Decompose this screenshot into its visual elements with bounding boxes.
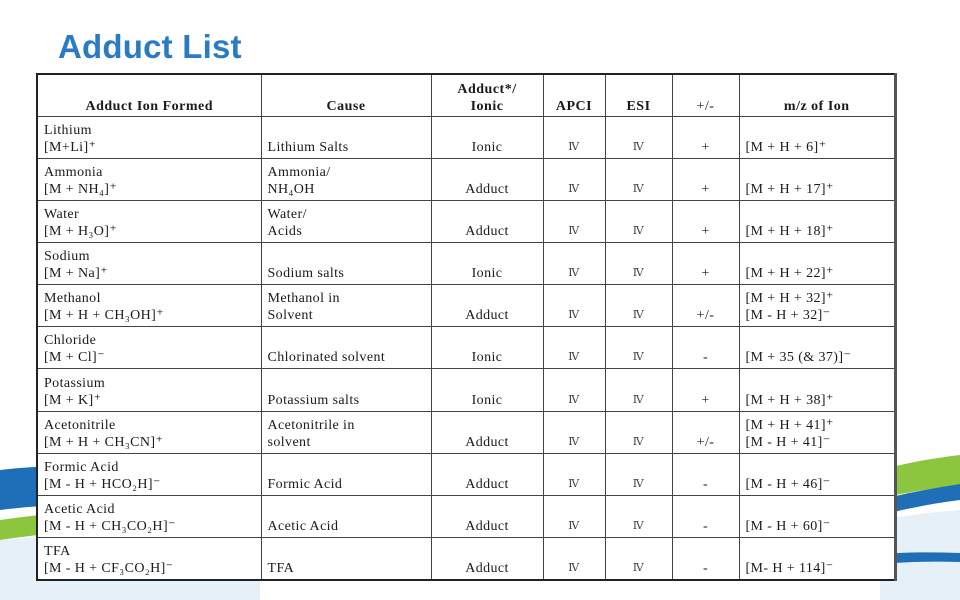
header-adduct-ion: Adduct Ion Formed (37, 74, 261, 117)
apci-check-icon: Ⅳ (568, 267, 580, 280)
cell-adduct-ion (37, 369, 261, 411)
cell-type: Adduct (431, 159, 543, 201)
adduct-formula: [M + H + CH₃OH]⁺ (44, 308, 165, 324)
adduct-name: Chloride (44, 333, 97, 349)
cell-apci (543, 369, 605, 411)
cell-esi (605, 117, 672, 159)
cell-cause (261, 117, 431, 159)
mz-line2: [M + 35 (& 37)]⁻ (745, 350, 852, 366)
header-cause: Cause (261, 74, 431, 117)
cause-line2: Chlorinated solvent (267, 350, 386, 366)
header-type-line2: Ionic (470, 99, 504, 114)
adduct-formula: [M + Cl]⁻ (44, 350, 105, 366)
table-row (37, 159, 895, 201)
table-header-row (37, 74, 895, 117)
cell-esi (605, 537, 672, 580)
mz-line2: [M - H + 60]⁻ (745, 518, 831, 534)
cause-line2: Potassium salts (267, 392, 360, 408)
adduct-formula: [M + K]⁺ (44, 392, 102, 408)
cell-adduct-ion (37, 495, 261, 537)
cell-esi (605, 201, 672, 243)
apci-check-icon: Ⅳ (568, 309, 580, 322)
cell-esi (605, 327, 672, 369)
adduct-formula: [M - H + HCO₂H]⁻ (44, 476, 161, 492)
header-type (431, 74, 543, 117)
cause-line2: Lithium Salts (267, 140, 349, 156)
table-row (37, 369, 895, 411)
cell-type: Adduct (431, 201, 543, 243)
adduct-table-container (36, 73, 894, 581)
esi-check-icon: Ⅳ (632, 183, 645, 196)
adduct-formula: [M - H + CH₃CO₂H]⁻ (44, 518, 176, 534)
cell-polarity: - (672, 453, 739, 495)
apci-check-icon: Ⅳ (568, 183, 580, 196)
adduct-name: Formic Acid (44, 459, 119, 475)
mz-line2: [M - H + 41]⁻ (745, 434, 831, 450)
adduct-name: Lithium (44, 123, 92, 139)
adduct-name: Methanol (44, 291, 101, 307)
esi-check-icon: Ⅳ (632, 141, 645, 154)
adduct-name: Water (44, 207, 80, 223)
cell-adduct-ion (37, 159, 261, 201)
header-polarity: +/- (672, 74, 739, 117)
adduct-formula: [M+Li]⁺ (44, 140, 97, 156)
cell-type: Ionic (431, 243, 543, 285)
cause-line1: Water/ (267, 207, 307, 223)
cell-apci (543, 453, 605, 495)
cell-cause (261, 411, 431, 453)
apci-check-icon: Ⅳ (568, 562, 580, 574)
cell-apci (543, 411, 605, 453)
cell-adduct-ion (37, 201, 261, 243)
cell-esi (605, 243, 672, 285)
cell-esi (605, 369, 672, 411)
cell-type: Ionic (431, 369, 543, 411)
adduct-name: Potassium (44, 375, 106, 391)
cell-apci (543, 159, 605, 201)
cause-line2: Acetic Acid (267, 518, 339, 534)
cell-adduct-ion (37, 411, 261, 453)
header-apci: APCI (543, 74, 605, 117)
cause-line1: Ammonia/ (267, 165, 331, 181)
cell-cause (261, 159, 431, 201)
cell-mz (739, 537, 895, 580)
cell-mz (739, 453, 895, 495)
mz-line2: [M + H + 22]⁺ (745, 266, 834, 282)
cause-line1: Acetonitrile in (267, 417, 355, 433)
table-row (37, 411, 895, 453)
cell-cause (261, 327, 431, 369)
esi-check-icon: Ⅳ (632, 225, 645, 238)
cause-line2: TFA (267, 561, 295, 576)
apci-check-icon: Ⅳ (568, 225, 580, 238)
cell-apci (543, 243, 605, 285)
mz-line2: [M - H + 46]⁻ (745, 476, 831, 492)
cell-type: Adduct (431, 285, 543, 327)
cell-polarity: - (672, 327, 739, 369)
cell-adduct-ion (37, 327, 261, 369)
table-right-border (894, 73, 897, 581)
table-row (37, 285, 895, 327)
table-row (37, 537, 895, 580)
adduct-name: Acetonitrile (44, 417, 116, 433)
cell-adduct-ion (37, 537, 261, 580)
cell-cause (261, 369, 431, 411)
cell-polarity: + (672, 117, 739, 159)
cell-esi (605, 159, 672, 201)
cell-esi (605, 495, 672, 537)
cause-line2: solvent (267, 434, 311, 450)
esi-check-icon: Ⅳ (632, 435, 645, 448)
cell-cause (261, 201, 431, 243)
cell-mz (739, 243, 895, 285)
adduct-name: Sodium (44, 249, 90, 265)
apci-check-icon: Ⅳ (568, 435, 580, 448)
cell-polarity: + (672, 159, 739, 201)
cell-polarity: - (672, 495, 739, 537)
cell-adduct-ion (37, 285, 261, 327)
cell-mz (739, 327, 895, 369)
cell-polarity: +/- (672, 411, 739, 453)
cell-cause (261, 243, 431, 285)
apci-check-icon: Ⅳ (568, 141, 580, 154)
cell-type: Adduct (431, 537, 543, 580)
cause-line2: Solvent (267, 308, 314, 324)
mz-line2: [M- H + 114]⁻ (745, 561, 834, 576)
apci-check-icon: Ⅳ (568, 477, 580, 490)
cell-type: Ionic (431, 327, 543, 369)
mz-line1: [M + H + 32]⁺ (745, 291, 834, 307)
cause-line1: Methanol in (267, 291, 340, 307)
adduct-name: Ammonia (44, 165, 103, 181)
cell-esi (605, 285, 672, 327)
cell-apci (543, 327, 605, 369)
table-row (37, 495, 895, 537)
esi-check-icon: Ⅳ (632, 309, 645, 322)
adduct-formula: [M + Na]⁺ (44, 266, 108, 282)
cell-esi (605, 453, 672, 495)
cause-line2: Sodium salts (267, 266, 345, 282)
table-row (37, 117, 895, 159)
apci-check-icon: Ⅳ (568, 351, 580, 364)
cell-cause (261, 453, 431, 495)
cell-adduct-ion (37, 117, 261, 159)
cause-line2: Formic Acid (267, 476, 343, 492)
adduct-formula: [M - H + CF₃CO₂H]⁻ (44, 561, 174, 576)
table-row (37, 243, 895, 285)
cell-apci (543, 201, 605, 243)
slide-title: Adduct List (58, 28, 242, 65)
mz-line2: [M + H + 38]⁺ (745, 392, 834, 408)
adduct-name: TFA (44, 544, 71, 559)
table-row (37, 453, 895, 495)
adduct-formula: [M + NH₄]⁺ (44, 182, 118, 198)
mz-line2: [M + H + 18]⁺ (745, 224, 834, 240)
cell-mz (739, 411, 895, 453)
mz-line2: [M - H + 32]⁻ (745, 308, 831, 324)
esi-check-icon: Ⅳ (632, 267, 645, 280)
cell-type: Adduct (431, 495, 543, 537)
header-type-line1: Adduct*/ (457, 82, 517, 97)
cell-apci (543, 117, 605, 159)
header-esi: ESI (605, 74, 672, 117)
cell-polarity: - (672, 537, 739, 580)
esi-check-icon: Ⅳ (632, 477, 645, 490)
cause-line2: Acids (267, 224, 303, 240)
cell-apci (543, 537, 605, 580)
cell-mz (739, 159, 895, 201)
adduct-name: Acetic Acid (44, 501, 115, 517)
cell-adduct-ion (37, 453, 261, 495)
cell-cause (261, 495, 431, 537)
table-row (37, 327, 895, 369)
esi-check-icon: Ⅳ (632, 351, 645, 364)
cause-line2: NH₄OH (267, 182, 315, 198)
cell-esi (605, 411, 672, 453)
cell-type: Adduct (431, 411, 543, 453)
adduct-table (36, 73, 896, 581)
cell-type: Adduct (431, 453, 543, 495)
mz-line2: [M + H + 6]⁺ (745, 140, 827, 156)
cell-polarity: + (672, 201, 739, 243)
cell-polarity: +/- (672, 285, 739, 327)
mz-line2: [M + H + 17]⁺ (745, 182, 834, 198)
cell-cause (261, 285, 431, 327)
apci-check-icon: Ⅳ (568, 393, 580, 406)
esi-check-icon: Ⅳ (632, 519, 645, 532)
cell-apci (543, 495, 605, 537)
cell-type: Ionic (431, 117, 543, 159)
mz-line1: [M + H + 41]⁺ (745, 417, 834, 433)
cell-apci (543, 285, 605, 327)
cell-mz (739, 117, 895, 159)
esi-check-icon: Ⅳ (632, 562, 645, 574)
esi-check-icon: Ⅳ (632, 393, 645, 406)
cell-mz (739, 495, 895, 537)
cell-mz (739, 369, 895, 411)
apci-check-icon: Ⅳ (568, 519, 580, 532)
cell-polarity: + (672, 369, 739, 411)
header-mz: m/z of Ion (739, 74, 895, 117)
cell-adduct-ion (37, 243, 261, 285)
cell-polarity: + (672, 243, 739, 285)
cell-mz (739, 285, 895, 327)
table-body (37, 117, 895, 581)
table-row (37, 201, 895, 243)
adduct-formula: [M + H + CH₃CN]⁺ (44, 434, 164, 450)
cell-mz (739, 201, 895, 243)
cell-cause (261, 537, 431, 580)
adduct-formula: [M + H₃O]⁺ (44, 224, 118, 240)
